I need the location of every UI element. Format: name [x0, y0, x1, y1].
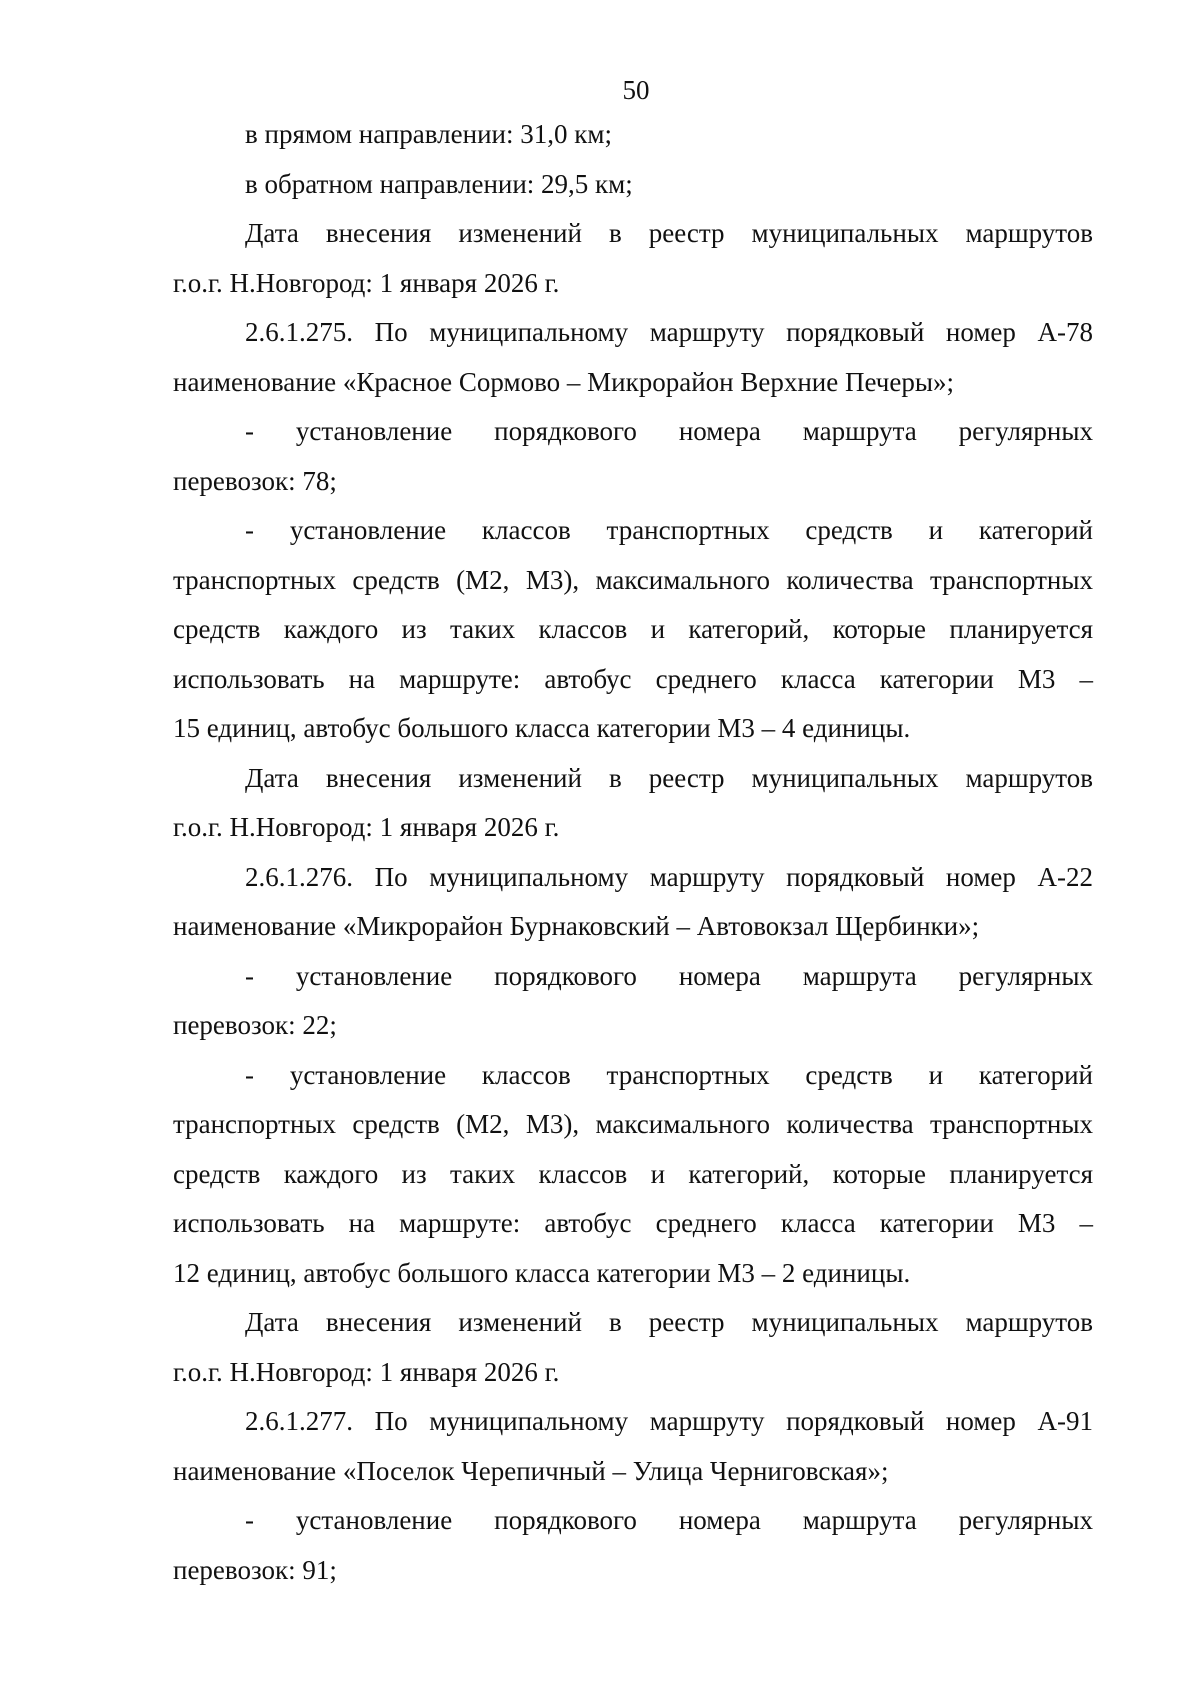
text-line: - установление порядкового номера маршрута регулярных — [245, 960, 1093, 991]
text-line: наименование «Красное Сормово – Микрорайон Верхние Печеры»; — [173, 366, 954, 397]
text-line: - установление классов транспортных средств и категорий — [245, 1059, 1093, 1090]
page-number: 50 — [622, 75, 650, 105]
text-line: г.о.г. Н.Новгород: 1 января 2026 г. — [173, 267, 560, 298]
text-line: использовать на маршруте: автобус среднего класса категории М3 – — [173, 663, 1093, 694]
text-line: средств каждого из таких классов и категорий, которые планируется — [173, 614, 1093, 644]
text-line: Дата внесения изменений в реестр муниципальных маршрутов — [245, 1307, 1093, 1337]
text-line: 2.6.1.276. По муниципальному маршруту порядковый номер А-22 — [245, 861, 1093, 892]
text-line: - установление порядкового номера маршрута регулярных — [245, 416, 1093, 446]
text-line: Дата внесения изменений в реестр муниципальных маршрутов — [245, 218, 1093, 248]
text-line: 2.6.1.275. По муниципальному маршруту порядковый номер А-78 — [245, 317, 1093, 347]
text-line: использовать на маршруте: автобус среднего класса категории М3 – — [173, 1208, 1093, 1238]
text-line: перевозок: 91; — [173, 1554, 337, 1585]
text-line: транспортных средств (М2, М3), максимального количества транспортных — [173, 564, 1093, 595]
text-line: в обратном направлении: 29,5 км; — [245, 168, 633, 199]
text-line: 15 единиц, автобус большого класса категории М3 – 4 единицы. — [173, 713, 911, 743]
text-line: средств каждого из таких классов и категорий, которые планируется — [173, 1158, 1093, 1189]
text-line: г.о.г. Н.Новгород: 1 января 2026 г. — [173, 812, 560, 842]
text-line: г.о.г. Н.Новгород: 1 января 2026 г. — [173, 1356, 560, 1387]
text-line: Дата внесения изменений в реестр муниципальных маршрутов — [245, 762, 1093, 793]
text-line: наименование «Поселок Черепичный – Улица Черниговская»; — [173, 1455, 889, 1486]
text-line: 2.6.1.277. По муниципальному маршруту порядковый номер А-91 — [245, 1406, 1093, 1436]
text-line: перевозок: 22; — [173, 1010, 337, 1040]
document-body — [173, 110, 1093, 1595]
text-line: - установление порядкового номера маршрута регулярных — [245, 1505, 1093, 1535]
text-line: 12 единиц, автобус большого класса категории М3 – 2 единицы. — [173, 1257, 911, 1288]
text-line: наименование «Микрорайон Бурнаковский – Автовокзал Щербинки»; — [173, 911, 980, 941]
text-line: в прямом направлении: 31,0 км; — [245, 119, 612, 149]
text-line: транспортных средств (М2, М3), максимального количества транспортных — [173, 1109, 1093, 1139]
text-line: перевозок: 78; — [173, 465, 337, 496]
text-line: - установление классов транспортных средств и категорий — [245, 515, 1093, 545]
